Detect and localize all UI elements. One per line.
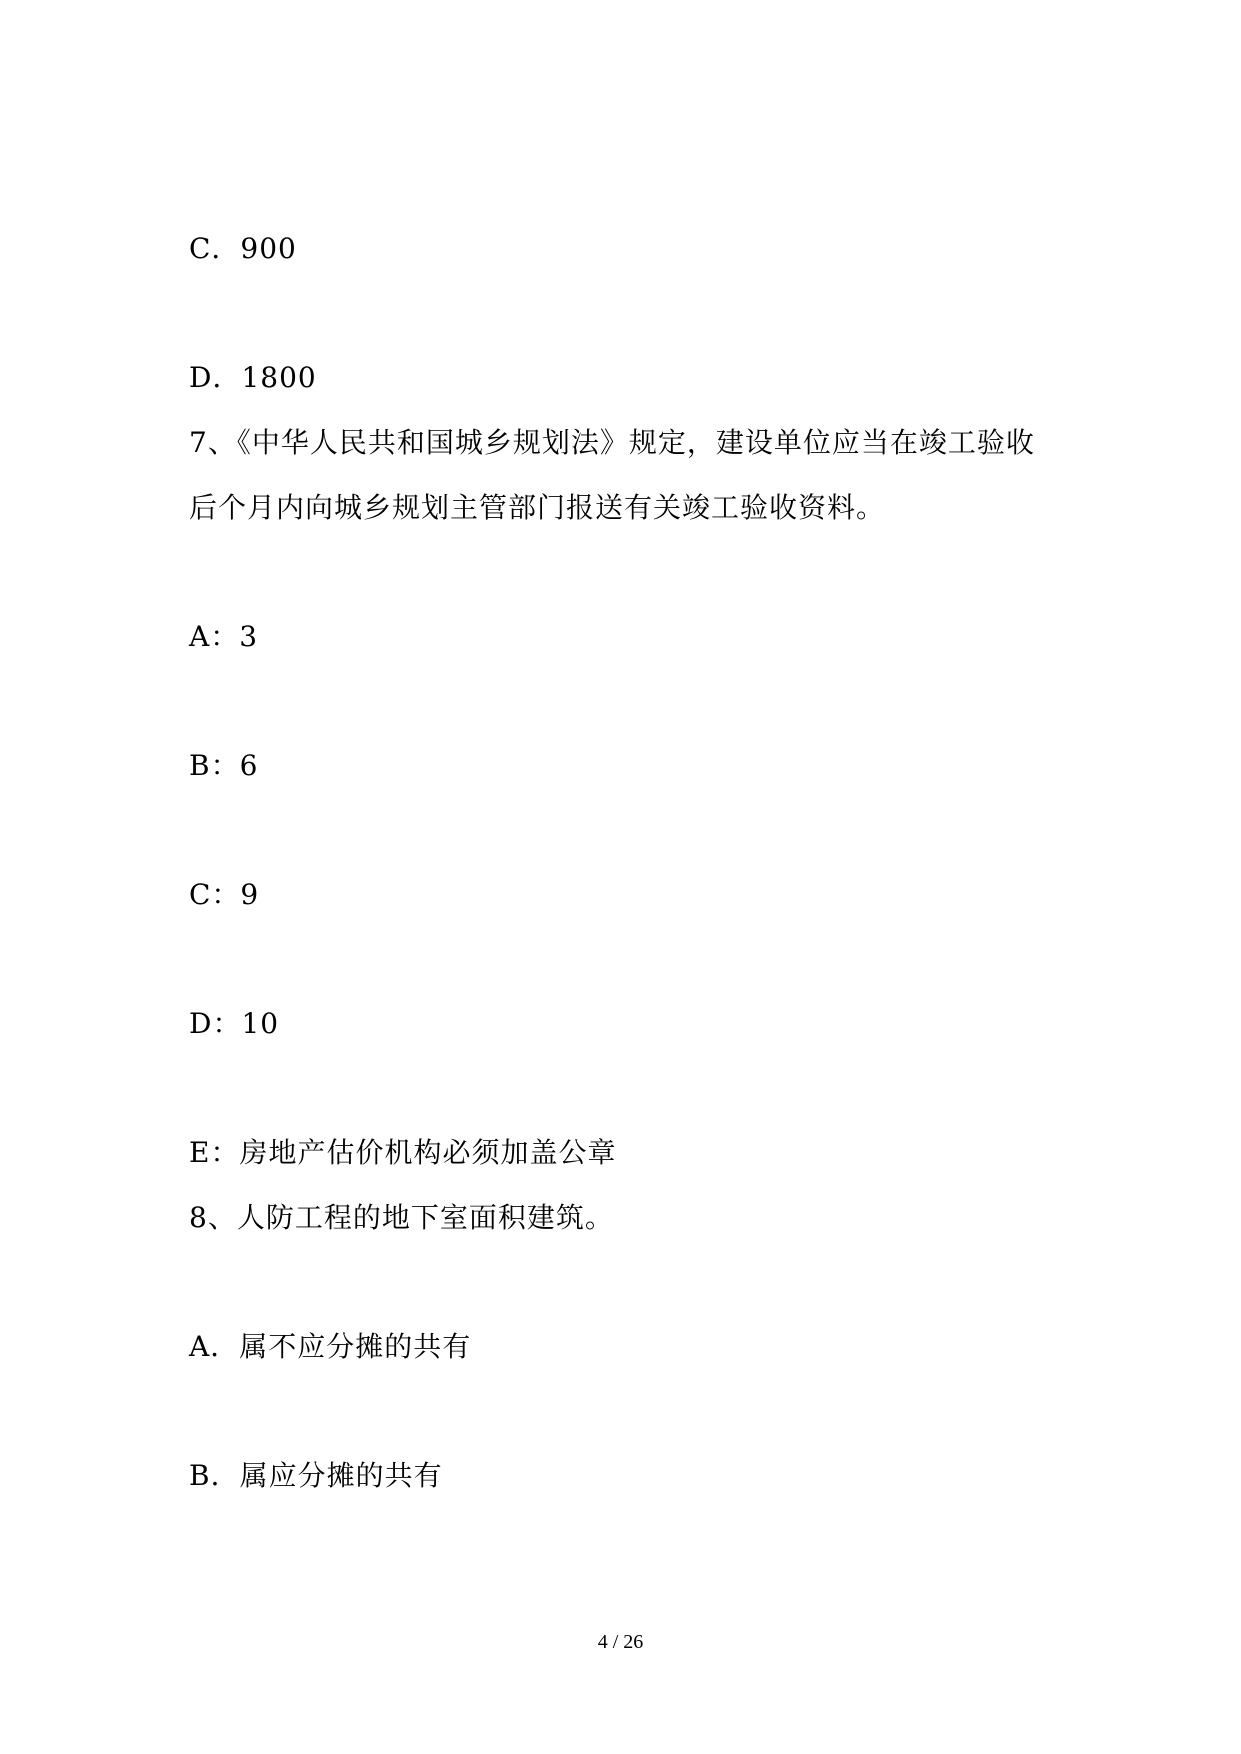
option-c-9: C：9 bbox=[189, 878, 260, 911]
option-a-not-shared: A．属不应分摊的共有 bbox=[189, 1330, 472, 1363]
option-b-shared: B．属应分摊的共有 bbox=[189, 1459, 443, 1492]
option-a-3: A：3 bbox=[189, 620, 259, 653]
option-c-900: C．900 bbox=[189, 232, 297, 265]
option-d-10: D：10 bbox=[189, 1007, 280, 1040]
option-b-6: B：6 bbox=[189, 749, 259, 782]
option-e: E：房地产估价机构必须加盖公章 bbox=[189, 1136, 617, 1169]
question-8: 8、人防工程的地下室面积建筑。 bbox=[189, 1201, 614, 1234]
option-d-1800: D．1800 bbox=[189, 361, 317, 394]
page-number: 4 / 26 bbox=[597, 1631, 644, 1653]
question-7-line-1: 7、《中华人民共和国城乡规划法》规定，建设单位应当在竣工验收 bbox=[189, 426, 1035, 459]
question-7-line-2: 后个月内向城乡规划主管部门报送有关竣工验收资料。 bbox=[189, 491, 886, 524]
